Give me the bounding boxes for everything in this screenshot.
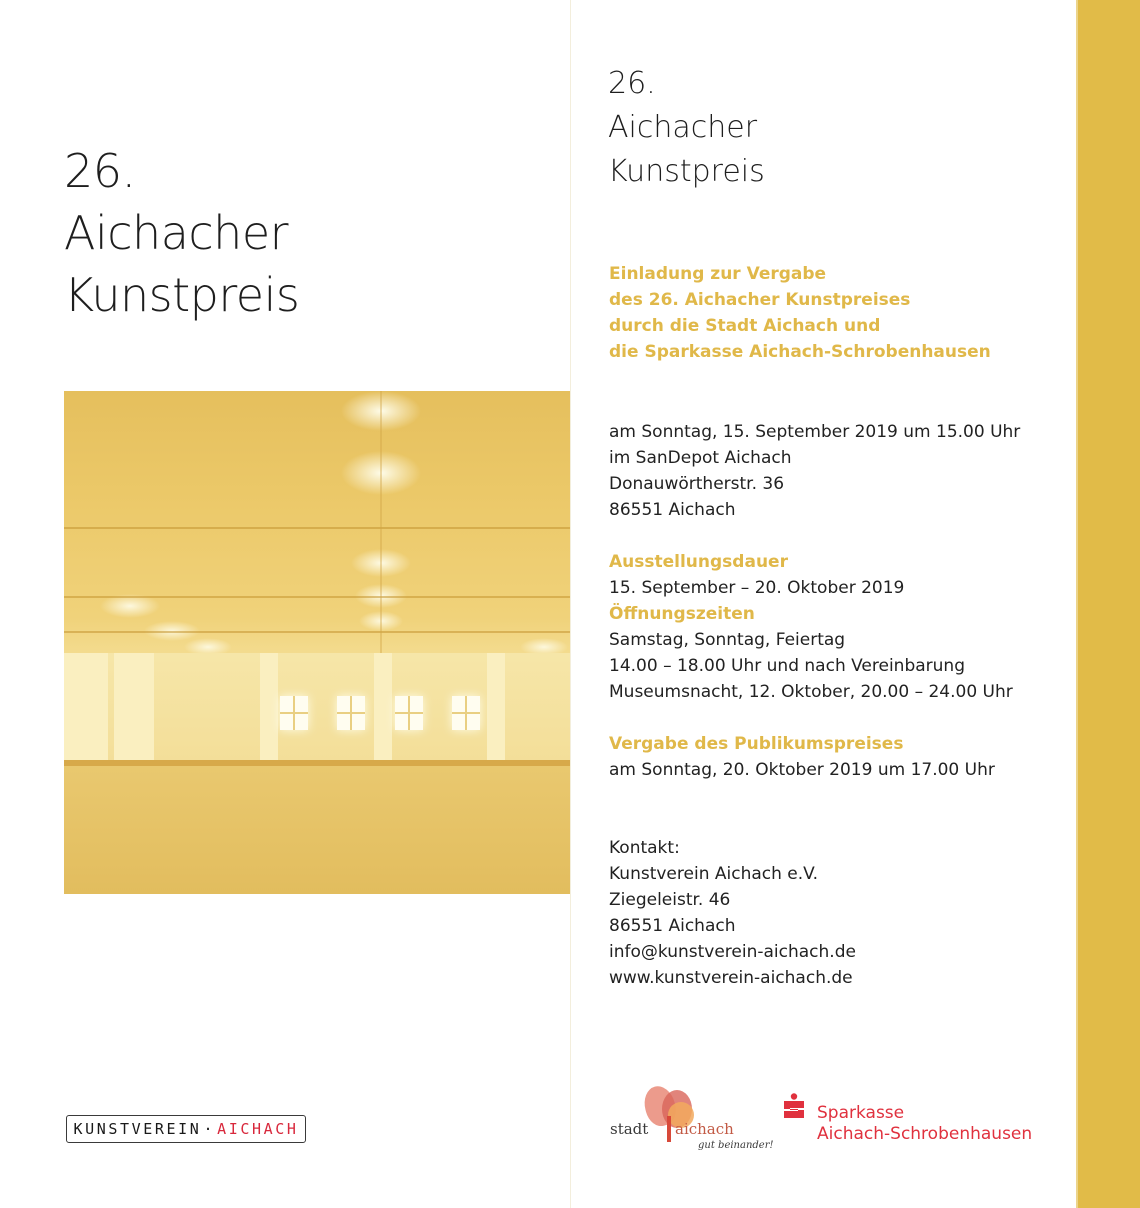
cover-title-line: Kunstpreis	[64, 268, 300, 322]
window	[280, 696, 308, 730]
fold-line	[570, 0, 571, 1208]
cover-title-line: 26.	[64, 144, 136, 198]
audience-prize-heading: Vergabe des Publikumspreises	[609, 734, 904, 754]
exhibition-dates: 15. September – 20. Oktober 2019	[609, 578, 905, 598]
tree-stem-icon	[667, 1116, 671, 1142]
cover-title-line: Aichacher	[64, 206, 289, 260]
invitation-line: die Sparkasse Aichach-Schrobenhausen	[609, 342, 991, 362]
logo-word-kunstverein: KUNSTVEREIN	[73, 1120, 202, 1138]
inner-title	[608, 62, 765, 194]
stadt-aichach-logo	[610, 1084, 774, 1154]
event-datetime: am Sonntag, 15. September 2019 um 15.00 Uhr	[609, 422, 1021, 442]
ceiling-beam	[64, 596, 570, 598]
ceiling-beam	[64, 527, 570, 529]
inner-title-line: Aichacher	[608, 110, 758, 145]
audience-prize-datetime: am Sonntag, 20. Oktober 2019 um 17.00 Uhr	[609, 760, 995, 780]
contact-city: 86551 Aichach	[609, 916, 736, 936]
pillar	[487, 653, 505, 765]
stadt-word: stadt	[610, 1120, 649, 1138]
window	[452, 696, 480, 730]
contact-info	[609, 835, 856, 991]
invitation-line: Einladung zur Vergabe	[609, 264, 827, 284]
ceiling-beam	[64, 631, 570, 633]
invitation-text	[609, 261, 991, 365]
inner-title-line: 26.	[608, 66, 656, 101]
pillar	[64, 653, 108, 765]
logo-word-aichach: AICHACH	[217, 1120, 299, 1138]
inner-title-line: Kunstpreis	[608, 154, 765, 189]
event-city: 86551 Aichach	[609, 500, 736, 520]
pillar	[114, 653, 154, 765]
contact-email[interactable]: info@kunstverein-aichach.de	[609, 942, 856, 962]
kunstverein-logo	[66, 1115, 306, 1143]
window	[395, 696, 423, 730]
cover-title	[64, 140, 299, 326]
logo-separator: ·	[203, 1120, 216, 1138]
floor	[64, 766, 570, 894]
invitation-line: durch die Stadt Aichach und	[609, 316, 881, 336]
pillar	[260, 653, 278, 765]
exhibition-heading: Ausstellungsdauer	[609, 552, 788, 572]
sparkasse-line1: Sparkasse	[817, 1103, 905, 1123]
sparkasse-s-icon	[783, 1093, 805, 1119]
opening-hours-line: Samstag, Sonntag, Feiertag	[609, 630, 846, 650]
invitation-line: des 26. Aichacher Kunstpreises	[609, 290, 911, 310]
window	[337, 696, 365, 730]
contact-org: Kunstverein Aichach e.V.	[609, 864, 818, 884]
event-details	[609, 419, 1020, 523]
audience-prize	[609, 731, 995, 783]
pillar	[374, 653, 392, 765]
exhibition-schedule	[609, 549, 1013, 705]
contact-street: Ziegeleistr. 46	[609, 890, 731, 910]
opening-hours-heading: Öffnungszeiten	[609, 604, 755, 624]
event-street: Donauwörtherstr. 36	[609, 474, 785, 494]
event-venue: im SanDepot Aichach	[609, 448, 792, 468]
gold-edge-strip	[1076, 0, 1140, 1208]
hall-photo	[64, 391, 570, 894]
contact-label: Kontakt:	[609, 838, 680, 858]
opening-hours-line: Museumsnacht, 12. Oktober, 20.00 – 24.00 Uhr	[609, 682, 1013, 702]
sparkasse-line2: Aichach-Schrobenhausen	[817, 1124, 1033, 1144]
sparkasse-name	[817, 1103, 1032, 1145]
opening-hours-line: 14.00 – 18.00 Uhr und nach Vereinbarung	[609, 656, 965, 676]
aichach-word: aichach	[675, 1120, 734, 1138]
contact-website[interactable]: www.kunstverein-aichach.de	[609, 968, 853, 988]
stadt-tagline: gut beinander!	[698, 1140, 774, 1151]
sparkasse-logo	[781, 1093, 1061, 1153]
